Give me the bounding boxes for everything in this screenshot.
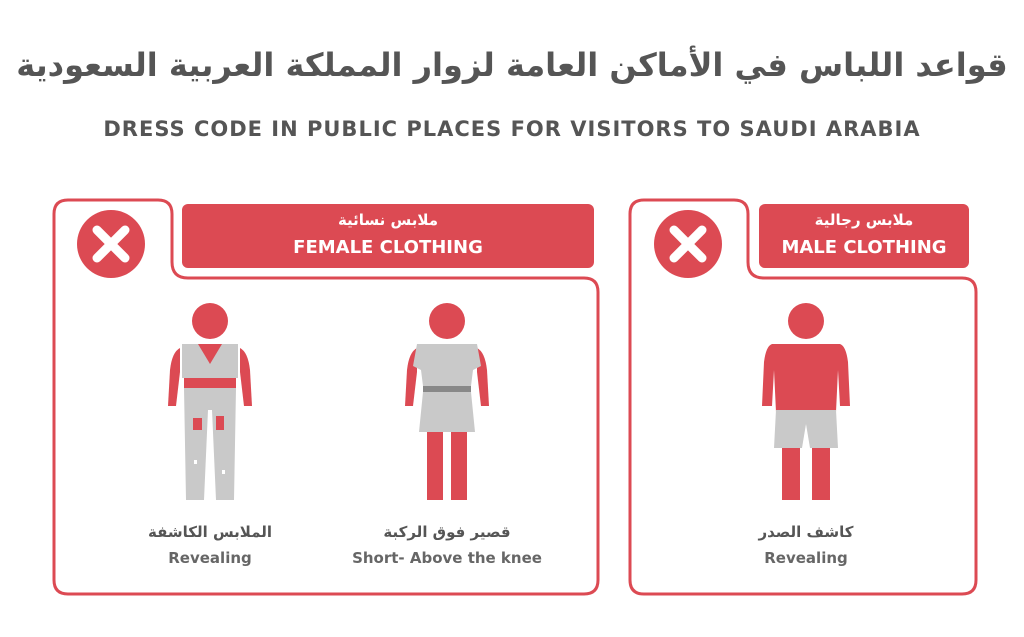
male-revealing-caption-english: Revealing xyxy=(764,549,848,567)
title-arabic: قواعد اللباس في الأماكن العامة لزوار المملكة العربية السعودية xyxy=(16,46,1008,84)
female-revealing-caption-english: Revealing xyxy=(168,549,252,567)
title-english: DRESS CODE IN PUBLIC PLACES FOR VISITORS TO SAUDI ARABIA xyxy=(103,117,921,141)
female-heading-arabic: ملابس نسائية xyxy=(337,211,439,229)
female-short-caption-arabic: قصير فوق الركبة xyxy=(383,523,511,541)
male-revealing-figure xyxy=(754,300,858,505)
female-revealing-caption xyxy=(130,523,290,567)
male-revealing-caption xyxy=(726,523,886,567)
female-heading-english: FEMALE CLOTHING xyxy=(293,237,483,258)
male-revealing-caption-arabic: كاشف الصدر xyxy=(758,523,854,541)
female-clothing-banner xyxy=(182,204,594,268)
female-short-caption xyxy=(336,523,558,567)
male-heading-arabic: ملابس رجالية xyxy=(814,211,914,229)
male-clothing-banner xyxy=(759,204,969,268)
female-revealing-figure xyxy=(160,300,260,505)
male-x-icon xyxy=(654,210,722,278)
male-heading-english: MALE CLOTHING xyxy=(781,237,947,258)
female-short-figure xyxy=(397,300,497,505)
female-x-icon xyxy=(77,210,145,278)
female-revealing-caption-arabic: الملابس الكاشفة xyxy=(147,523,273,541)
female-short-caption-english: Short- Above the knee xyxy=(352,549,542,567)
